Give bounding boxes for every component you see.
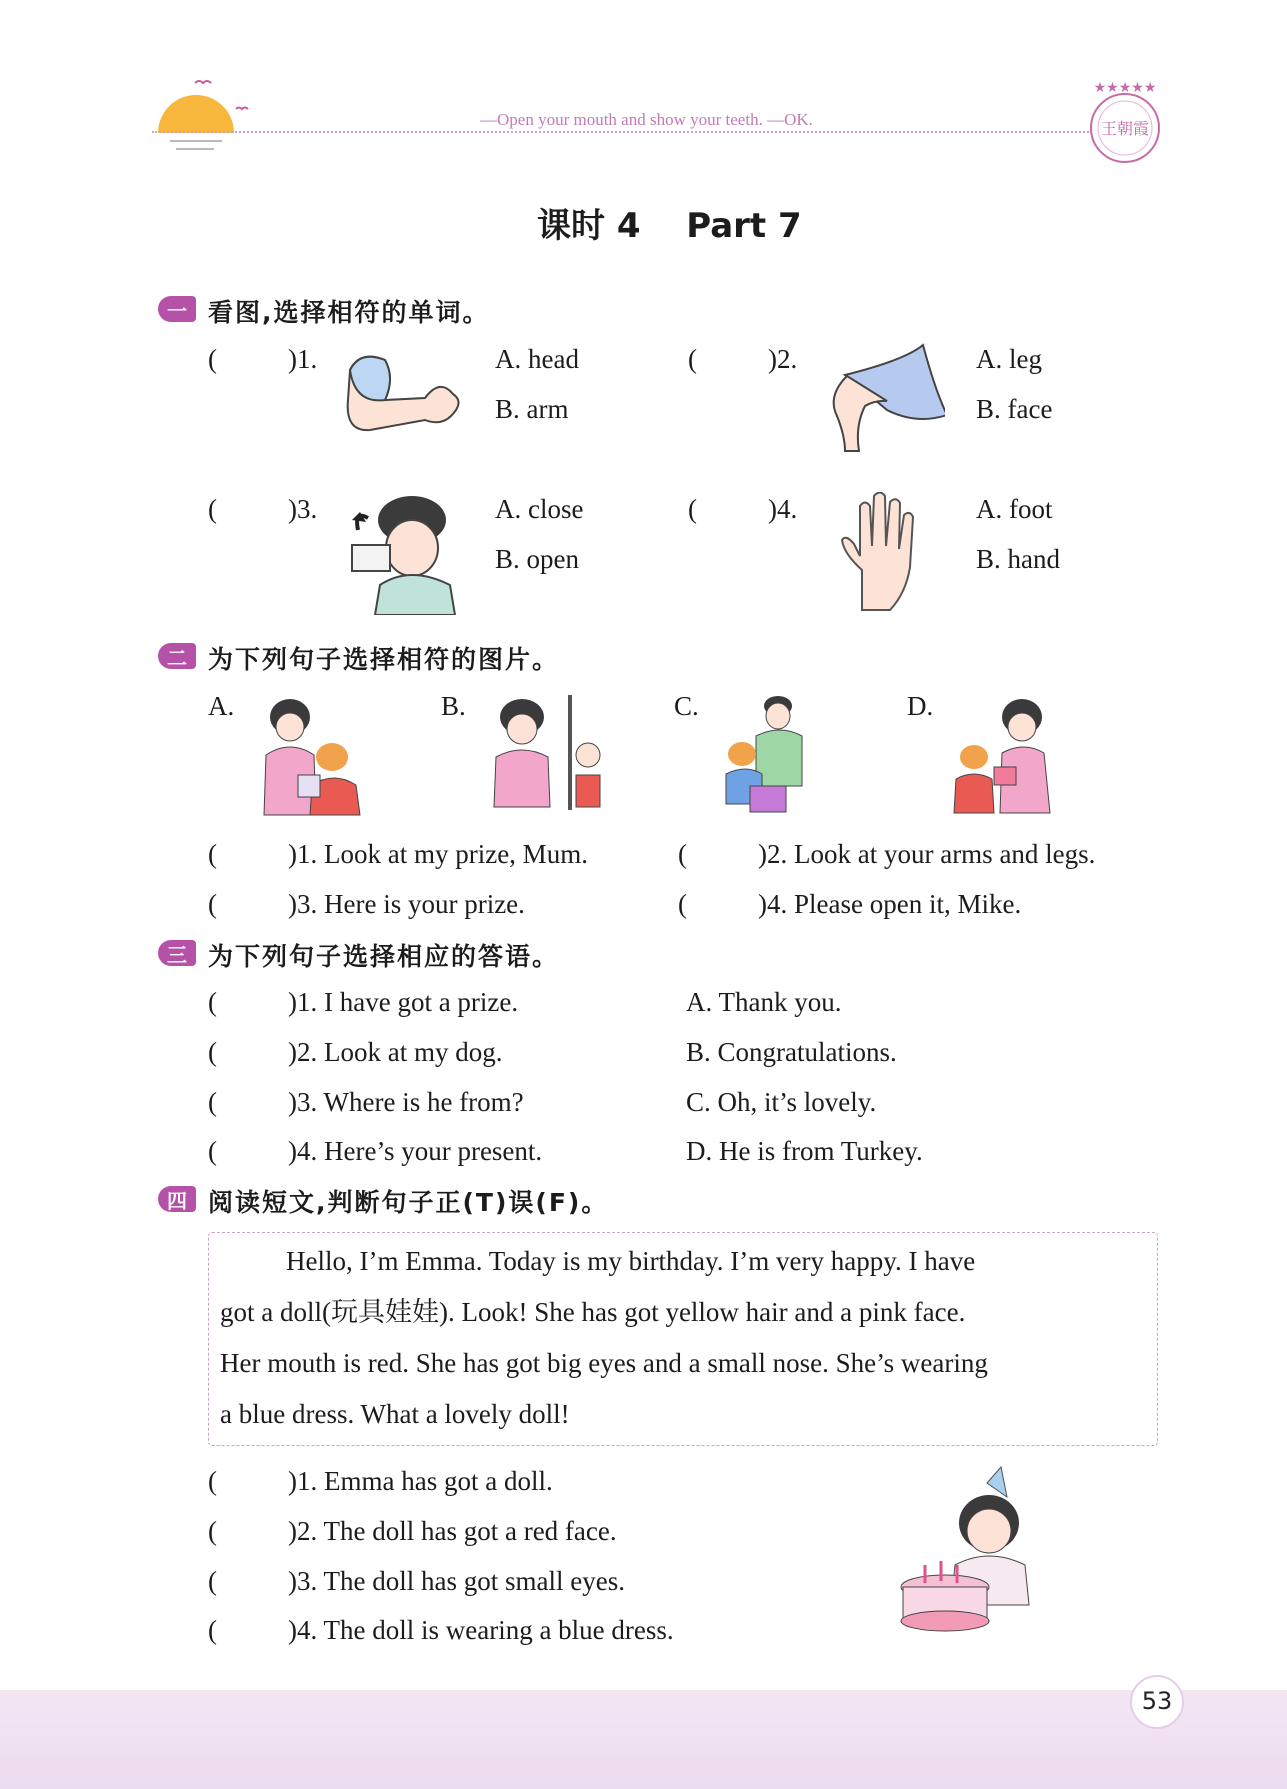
hand-picture-icon bbox=[840, 492, 925, 612]
sentence-3: )3. Here is your prize. bbox=[288, 889, 525, 919]
section2-badge: 二 bbox=[158, 643, 196, 669]
question-number: )1. bbox=[288, 344, 318, 374]
title-part: Part 7 bbox=[686, 206, 802, 246]
footer-band bbox=[0, 1690, 1287, 1789]
question-number: )2. bbox=[768, 344, 798, 374]
arm-picture-icon bbox=[340, 350, 465, 442]
section1-badge: 一 bbox=[158, 296, 196, 322]
page-number: 53 bbox=[1141, 1687, 1173, 1715]
question-4: )4. Here’s your present. bbox=[288, 1136, 543, 1166]
header-rule bbox=[152, 131, 1092, 133]
statement-1: )1. Emma has got a doll. bbox=[288, 1466, 553, 1496]
svg-text:王朝霞: 王朝霞 bbox=[1100, 119, 1150, 138]
question-1: )1. I have got a prize. bbox=[288, 987, 519, 1017]
answer-blank[interactable]: ( bbox=[208, 1516, 217, 1546]
section4-heading: 阅读短文,判断句子正(T)误(F)。 bbox=[208, 1188, 609, 1217]
answer-blank[interactable]: ( bbox=[678, 889, 687, 919]
passage-line-4: a blue dress. What a lovely doll! bbox=[220, 1399, 570, 1429]
birthday-girl-with-cake-icon bbox=[895, 1465, 1055, 1640]
answer-blank[interactable]: ( bbox=[208, 839, 217, 869]
statement-3: )3. The doll has got small eyes. bbox=[288, 1566, 625, 1596]
picture-label-b: B. bbox=[441, 691, 466, 721]
section3-badge: 三 bbox=[158, 940, 196, 966]
answer-blank[interactable]: ( bbox=[688, 494, 697, 524]
answer-blank[interactable]: ( bbox=[208, 494, 217, 524]
option-a: A. head bbox=[495, 344, 579, 374]
picture-label-a: A. bbox=[208, 691, 235, 721]
question-2: )2. Look at my dog. bbox=[288, 1037, 503, 1067]
passage-line-1: Hello, I’m Emma. Today is my birthday. I’m very happy. I have bbox=[286, 1246, 976, 1276]
svg-text:★★★★★: ★★★★★ bbox=[1093, 81, 1157, 96]
picture-a-mum-and-boy-icon bbox=[260, 695, 370, 820]
answer-blank[interactable]: ( bbox=[208, 987, 217, 1017]
reply-b: B. Congratulations. bbox=[686, 1037, 897, 1067]
sentence-1: )1. Look at my prize, Mum. bbox=[288, 839, 588, 869]
answer-blank[interactable]: ( bbox=[208, 1087, 217, 1117]
answer-blank[interactable]: ( bbox=[208, 1566, 217, 1596]
picture-label-d: D. bbox=[907, 691, 934, 721]
option-b: B. arm bbox=[495, 394, 569, 424]
picture-c-dad-and-boy-icon bbox=[720, 690, 830, 820]
question-number: )3. bbox=[288, 494, 318, 524]
picture-label-c: C. bbox=[674, 691, 699, 721]
header-motto: —Open your mouth and show your teeth. —OK. bbox=[480, 110, 813, 129]
reply-d: D. He is from Turkey. bbox=[686, 1136, 923, 1166]
leg-picture-icon bbox=[825, 340, 945, 455]
answer-blank[interactable]: ( bbox=[208, 1037, 217, 1067]
sentence-4: )4. Please open it, Mike. bbox=[758, 889, 1022, 919]
answer-blank[interactable]: ( bbox=[678, 839, 687, 869]
passage-line-3: Her mouth is red. She has got big eyes and a small nose. She’s wearing bbox=[220, 1348, 988, 1378]
option-b: B. open bbox=[495, 544, 579, 574]
passage-line-2: got a doll(玩具娃娃). Look! She has got yellow hair and a pink face. bbox=[220, 1297, 966, 1327]
question-3: )3. Where is he from? bbox=[288, 1087, 524, 1117]
answer-blank[interactable]: ( bbox=[208, 344, 217, 374]
page-title bbox=[537, 198, 802, 247]
statement-2: )2. The doll has got a red face. bbox=[288, 1516, 617, 1546]
logo-seal-icon bbox=[1085, 78, 1165, 168]
reply-c: C. Oh, it’s lovely. bbox=[686, 1087, 877, 1117]
answer-blank[interactable]: ( bbox=[208, 1466, 217, 1496]
section4-badge: 四 bbox=[158, 1186, 196, 1212]
question-number: )4. bbox=[768, 494, 798, 524]
sentence-2: )2. Look at your arms and legs. bbox=[758, 839, 1096, 869]
option-a: A. leg bbox=[976, 344, 1042, 374]
section2-heading: 为下列句子选择相符的图片。 bbox=[208, 645, 560, 674]
option-a: A. foot bbox=[976, 494, 1053, 524]
boy-opening-box-picture-icon bbox=[340, 490, 465, 615]
section3-heading: 为下列句子选择相应的答语。 bbox=[208, 942, 560, 971]
option-b: B. face bbox=[976, 394, 1053, 424]
section1-heading: 看图,选择相符的单词。 bbox=[208, 298, 490, 327]
option-b: B. hand bbox=[976, 544, 1060, 574]
statement-4: )4. The doll is wearing a blue dress. bbox=[288, 1615, 674, 1645]
sun-icon bbox=[150, 75, 260, 155]
answer-blank[interactable]: ( bbox=[208, 1615, 217, 1645]
reply-a: A. Thank you. bbox=[686, 987, 842, 1017]
title-lesson: 课时 4 bbox=[537, 206, 641, 246]
answer-blank[interactable]: ( bbox=[208, 1136, 217, 1166]
answer-blank[interactable]: ( bbox=[208, 889, 217, 919]
answer-blank[interactable]: ( bbox=[688, 344, 697, 374]
picture-d-boy-gives-present-icon bbox=[950, 695, 1060, 820]
option-a: A. close bbox=[495, 494, 584, 524]
picture-b-mum-at-door-icon bbox=[490, 695, 605, 815]
